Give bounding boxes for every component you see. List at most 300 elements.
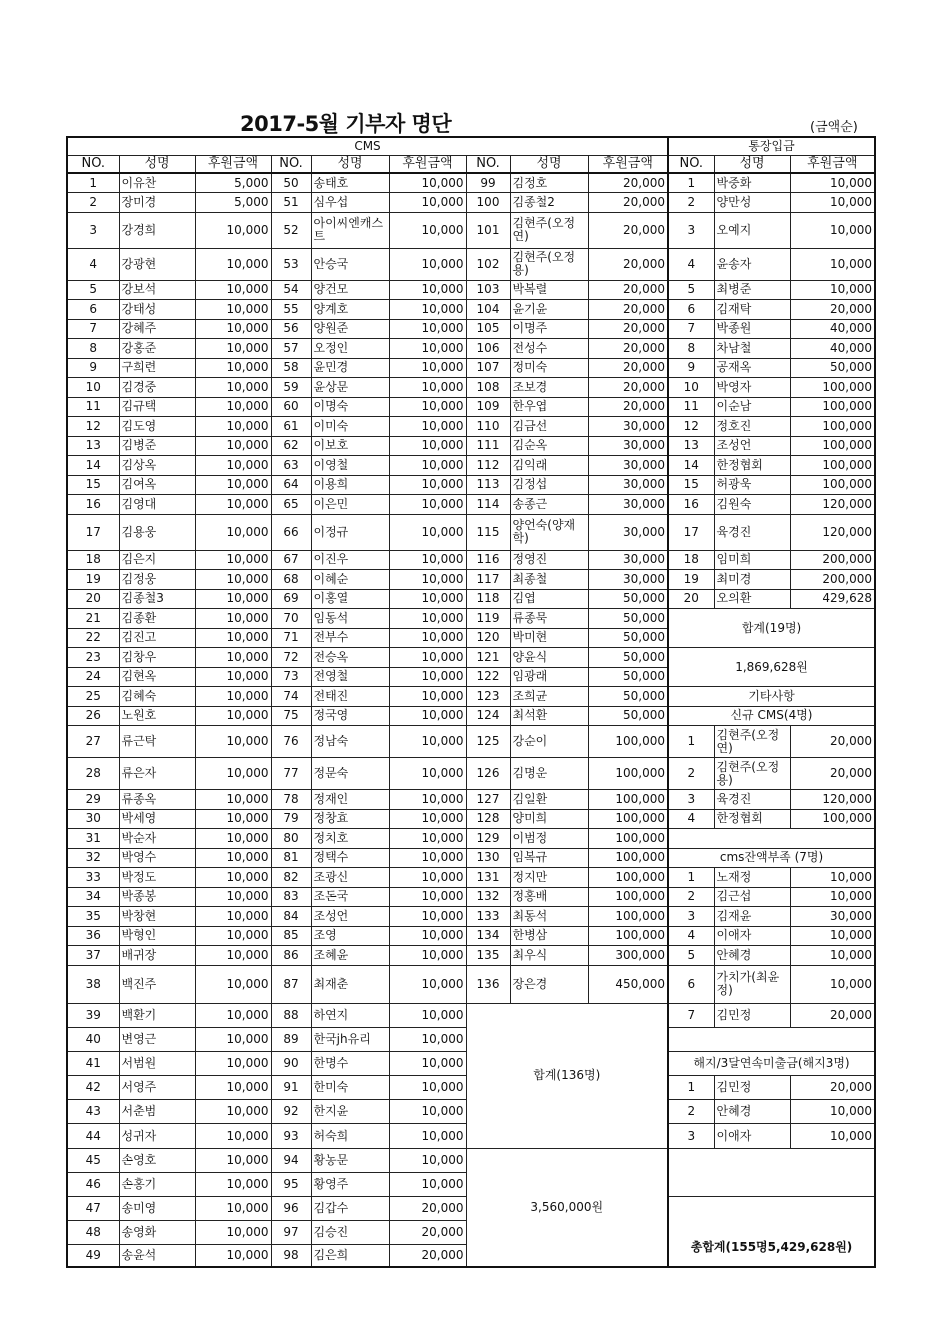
donor-no: 116	[466, 550, 510, 570]
donor-amount: 10,000	[389, 378, 466, 398]
donor-amount: 10,000	[195, 212, 271, 248]
donor-no: 134	[466, 926, 510, 946]
donor-amount: 30,000	[588, 417, 668, 437]
donor-amount: 30,000	[588, 495, 668, 515]
donor-no: 128	[466, 809, 510, 829]
donor-amount: 10,000	[389, 1172, 466, 1196]
donor-name: 김여옥	[119, 475, 195, 495]
table-row	[67, 609, 875, 629]
new-cms-amount: 100,000	[790, 809, 875, 829]
donor-no: 12	[67, 417, 119, 437]
table-row	[67, 809, 875, 829]
donor-name: 조희균	[510, 687, 588, 707]
donor-name: 김승진	[311, 1221, 389, 1245]
donor-no: 5	[67, 280, 119, 300]
donor-name: 송윤석	[119, 1245, 195, 1267]
donor-amount: 20,000	[588, 378, 668, 398]
donor-amount: 10,000	[389, 965, 466, 1003]
donor-amount: 10,000	[389, 589, 466, 609]
donor-name: 이은민	[311, 495, 389, 515]
donor-amount: 10,000	[195, 1197, 271, 1221]
bank-donor-name: 오예지	[714, 212, 790, 248]
cancel-amount: 10,000	[790, 1100, 875, 1124]
donor-name: 강보석	[119, 280, 195, 300]
donor-amount: 10,000	[195, 628, 271, 648]
donor-name: 한국jh유리	[311, 1027, 389, 1051]
donor-amount: 10,000	[389, 706, 466, 726]
donor-no: 56	[271, 319, 311, 339]
bank-donor-name: 정호진	[714, 417, 790, 437]
donor-amount: 10,000	[195, 417, 271, 437]
donor-amount: 50,000	[588, 687, 668, 707]
bank-donor-no: 13	[668, 436, 714, 456]
donor-no: 2	[67, 193, 119, 213]
donor-no: 66	[271, 514, 311, 550]
donor-no: 107	[466, 358, 510, 378]
donor-name: 조광신	[311, 868, 389, 888]
donor-amount: 10,000	[389, 495, 466, 515]
donor-no: 131	[466, 868, 510, 888]
col-header-name: 성명	[311, 155, 389, 173]
bank-donor-amount: 429,628	[790, 589, 875, 609]
donor-no: 64	[271, 475, 311, 495]
donor-name: 황농문	[311, 1148, 389, 1172]
bank-donor-name: 최미경	[714, 570, 790, 590]
shortage-name: 김근섭	[714, 887, 790, 907]
donor-no: 59	[271, 378, 311, 398]
donor-amount: 10,000	[195, 687, 271, 707]
donor-name: 강순이	[510, 726, 588, 758]
table-row	[67, 829, 875, 849]
donor-name: 윤상문	[311, 378, 389, 398]
shortage-amount: 10,000	[790, 946, 875, 966]
donor-amount: 10,000	[389, 1027, 466, 1051]
shortage-no: 6	[668, 965, 714, 1003]
donor-name: 한우엽	[510, 397, 588, 417]
donor-name: 장은경	[510, 965, 588, 1003]
donor-name: 최동석	[510, 907, 588, 927]
donor-name: 양윤식	[510, 648, 588, 668]
cancel-title: 해지/3달연속미출금(해지3명)	[668, 1051, 875, 1075]
donor-amount: 10,000	[195, 965, 271, 1003]
table-row	[67, 848, 875, 868]
donor-name: 이정규	[311, 514, 389, 550]
table-row	[67, 248, 875, 280]
donor-no: 38	[67, 965, 119, 1003]
donor-no: 54	[271, 280, 311, 300]
donor-no: 10	[67, 378, 119, 398]
donor-amount: 10,000	[389, 417, 466, 437]
shortage-amount: 10,000	[790, 965, 875, 1003]
cms-shortage-title: cms잔액부족 (7명)	[668, 848, 875, 868]
new-cms-name: 한정협회	[714, 809, 790, 829]
col-header-amount: 후원금액	[195, 155, 271, 173]
donor-amount: 10,000	[195, 758, 271, 790]
donor-amount: 10,000	[389, 456, 466, 476]
donor-name: 박형인	[119, 926, 195, 946]
donor-amount: 20,000	[588, 339, 668, 359]
donor-name: 임동석	[311, 609, 389, 629]
donor-name: 조영	[311, 926, 389, 946]
donor-name: 정창효	[311, 809, 389, 829]
donor-name: 박순자	[119, 829, 195, 849]
bank-donor-name: 양만성	[714, 193, 790, 213]
donor-name: 박종봉	[119, 887, 195, 907]
donor-name: 오정인	[311, 339, 389, 359]
donor-no: 110	[466, 417, 510, 437]
donor-amount: 10,000	[389, 868, 466, 888]
table-row	[67, 495, 875, 515]
donor-name: 윤민경	[311, 358, 389, 378]
donor-name: 전승옥	[311, 648, 389, 668]
donor-amount: 10,000	[195, 514, 271, 550]
donor-no: 69	[271, 589, 311, 609]
donor-name: 이범정	[510, 829, 588, 849]
table-row	[67, 456, 875, 476]
donor-amount: 10,000	[389, 358, 466, 378]
cms-total-label: 합계(136명)	[466, 1003, 668, 1148]
donor-no: 91	[271, 1076, 311, 1100]
donor-no: 84	[271, 907, 311, 927]
cancel-name: 이애자	[714, 1124, 790, 1148]
donor-amount: 10,000	[389, 514, 466, 550]
donor-amount: 30,000	[588, 550, 668, 570]
table-row	[67, 280, 875, 300]
shortage-no: 4	[668, 926, 714, 946]
donor-no: 29	[67, 790, 119, 810]
bank-donor-amount: 40,000	[790, 339, 875, 359]
donor-name: 김병준	[119, 436, 195, 456]
donor-name: 양미희	[510, 809, 588, 829]
donor-amount: 10,000	[389, 667, 466, 687]
donor-amount: 10,000	[389, 1076, 466, 1100]
donor-amount: 10,000	[195, 868, 271, 888]
donor-name: 김현주(오정연)	[510, 212, 588, 248]
donor-no: 65	[271, 495, 311, 515]
table-row	[67, 570, 875, 590]
table-row	[67, 589, 875, 609]
blank-cell	[668, 829, 875, 849]
shortage-name: 안혜경	[714, 946, 790, 966]
col-header-amount: 후원금액	[389, 155, 466, 173]
new-cms-title: 신규 CMS(4명)	[668, 706, 875, 726]
donor-name: 김엽	[510, 589, 588, 609]
cancel-amount: 20,000	[790, 1076, 875, 1100]
table-row	[67, 193, 875, 213]
bank-donor-amount: 10,000	[790, 212, 875, 248]
donor-name: 박정도	[119, 868, 195, 888]
donor-no: 31	[67, 829, 119, 849]
donor-no: 73	[271, 667, 311, 687]
donor-no: 34	[67, 887, 119, 907]
bank-donor-amount: 20,000	[790, 300, 875, 320]
donor-name: 양계호	[311, 300, 389, 320]
shortage-name: 김재윤	[714, 907, 790, 927]
donor-name: 하연지	[311, 1003, 389, 1027]
table-row	[67, 417, 875, 437]
donor-amount: 5,000	[195, 193, 271, 213]
donor-no: 11	[67, 397, 119, 417]
cancel-no: 2	[668, 1100, 714, 1124]
donor-name: 백환기	[119, 1003, 195, 1027]
donor-name: 김현주(오정용)	[510, 248, 588, 280]
donor-name: 성귀자	[119, 1124, 195, 1148]
cancel-name: 김민정	[714, 1076, 790, 1100]
donor-name: 이진우	[311, 550, 389, 570]
bank-donor-amount: 10,000	[790, 248, 875, 280]
donor-no: 47	[67, 1197, 119, 1221]
donor-no: 92	[271, 1100, 311, 1124]
donor-no: 22	[67, 628, 119, 648]
donor-name: 구희련	[119, 358, 195, 378]
donor-amount: 10,000	[195, 706, 271, 726]
donor-name: 정택수	[311, 848, 389, 868]
shortage-amount: 10,000	[790, 887, 875, 907]
bank-donor-name: 박종원	[714, 319, 790, 339]
donor-name: 김도영	[119, 417, 195, 437]
donor-amount: 10,000	[195, 339, 271, 359]
donor-amount: 100,000	[588, 790, 668, 810]
donor-amount: 10,000	[389, 790, 466, 810]
donor-name: 강태성	[119, 300, 195, 320]
donor-name: 김순옥	[510, 436, 588, 456]
donor-no: 78	[271, 790, 311, 810]
donor-name: 정미숙	[510, 358, 588, 378]
donor-name: 이용희	[311, 475, 389, 495]
table-row	[67, 173, 875, 193]
donor-amount: 10,000	[389, 1003, 466, 1027]
bank-donor-name: 최병준	[714, 280, 790, 300]
bank-donor-amount: 50,000	[790, 358, 875, 378]
donor-name: 박복렬	[510, 280, 588, 300]
donor-amount: 10,000	[389, 550, 466, 570]
donor-amount: 10,000	[195, 848, 271, 868]
donor-amount: 20,000	[588, 319, 668, 339]
table-row	[67, 514, 875, 550]
donor-no: 123	[466, 687, 510, 707]
bank-donor-no: 11	[668, 397, 714, 417]
donor-name: 강홍준	[119, 339, 195, 359]
donor-name: 정영진	[510, 550, 588, 570]
donor-no: 33	[67, 868, 119, 888]
donor-no: 32	[67, 848, 119, 868]
column-header-row	[67, 155, 875, 173]
donor-amount: 20,000	[588, 212, 668, 248]
bank-donor-name: 오의환	[714, 589, 790, 609]
bank-donor-name: 허광욱	[714, 475, 790, 495]
donor-no: 16	[67, 495, 119, 515]
table-row	[67, 687, 875, 707]
donor-amount: 10,000	[195, 907, 271, 927]
donor-amount: 20,000	[588, 397, 668, 417]
donor-amount: 20,000	[588, 248, 668, 280]
donor-no: 81	[271, 848, 311, 868]
donor-no: 62	[271, 436, 311, 456]
donor-no: 50	[271, 173, 311, 193]
donor-amount: 10,000	[195, 570, 271, 590]
table-row	[67, 726, 875, 758]
donor-amount: 10,000	[195, 887, 271, 907]
donor-amount: 10,000	[195, 1003, 271, 1027]
donor-no: 93	[271, 1124, 311, 1148]
donor-amount: 10,000	[195, 248, 271, 280]
bank-donor-name: 이순남	[714, 397, 790, 417]
shortage-name: 가치가(최윤정)	[714, 965, 790, 1003]
donor-no: 21	[67, 609, 119, 629]
col-header-amount: 후원금액	[790, 155, 875, 173]
shortage-no: 2	[668, 887, 714, 907]
donor-amount: 100,000	[588, 868, 668, 888]
donor-name: 김정호	[510, 173, 588, 193]
donor-name: 전부수	[311, 628, 389, 648]
donor-amount: 10,000	[389, 648, 466, 668]
shortage-amount: 10,000	[790, 926, 875, 946]
donor-name: 아이씨엔캐스트	[311, 212, 389, 248]
donor-no: 41	[67, 1051, 119, 1075]
blank-cell	[668, 1148, 875, 1196]
donor-amount: 10,000	[389, 926, 466, 946]
bank-donor-no: 18	[668, 550, 714, 570]
donor-amount: 20,000	[588, 300, 668, 320]
bank-donor-no: 3	[668, 212, 714, 248]
table-row	[67, 887, 875, 907]
donor-amount: 10,000	[195, 1148, 271, 1172]
bank-donor-no: 6	[668, 300, 714, 320]
bank-donor-amount: 10,000	[790, 280, 875, 300]
donor-amount: 100,000	[588, 726, 668, 758]
donor-amount: 30,000	[588, 514, 668, 550]
donor-name: 서춘범	[119, 1100, 195, 1124]
bank-donor-name: 김원숙	[714, 495, 790, 515]
donor-no: 63	[271, 456, 311, 476]
page-title: 2017-5월 기부자 명단	[240, 112, 452, 136]
donor-amount: 100,000	[588, 887, 668, 907]
col-header-no: NO.	[67, 155, 119, 173]
donor-name: 김혜숙	[119, 687, 195, 707]
donor-name: 송태호	[311, 173, 389, 193]
donor-no: 102	[466, 248, 510, 280]
new-cms-amount: 120,000	[790, 790, 875, 810]
donor-amount: 10,000	[195, 1100, 271, 1124]
donor-amount: 450,000	[588, 965, 668, 1003]
col-header-no: NO.	[668, 155, 714, 173]
bank-donor-amount: 100,000	[790, 456, 875, 476]
bank-donor-name: 윤송자	[714, 248, 790, 280]
donor-amount: 300,000	[588, 946, 668, 966]
donor-name: 이명주	[510, 319, 588, 339]
bank-donor-name: 임미희	[714, 550, 790, 570]
bank-donor-no: 5	[668, 280, 714, 300]
bank-donor-name: 박중화	[714, 173, 790, 193]
donor-no: 89	[271, 1027, 311, 1051]
bank-donor-amount: 100,000	[790, 436, 875, 456]
donor-amount: 10,000	[389, 726, 466, 758]
donor-name: 정홍배	[510, 887, 588, 907]
donor-amount: 10,000	[195, 589, 271, 609]
cms-section-header: CMS	[67, 137, 668, 155]
donor-name: 박영수	[119, 848, 195, 868]
donor-amount: 10,000	[195, 1172, 271, 1196]
donor-name: 류종옥	[119, 790, 195, 810]
donor-name: 김상옥	[119, 456, 195, 476]
donor-amount: 30,000	[588, 570, 668, 590]
new-cms-no: 3	[668, 790, 714, 810]
donor-name: 조성언	[311, 907, 389, 927]
donor-amount: 10,000	[195, 648, 271, 668]
donor-no: 115	[466, 514, 510, 550]
donor-name: 송영화	[119, 1221, 195, 1245]
donor-amount: 10,000	[389, 1100, 466, 1124]
donor-amount: 20,000	[389, 1197, 466, 1221]
cms-total-amount: 3,560,000원	[466, 1148, 668, 1267]
donor-name: 김익래	[510, 456, 588, 476]
donor-amount: 5,000	[195, 173, 271, 193]
donor-no: 26	[67, 706, 119, 726]
donor-no: 85	[271, 926, 311, 946]
donor-name: 한병삼	[510, 926, 588, 946]
donor-amount: 100,000	[588, 809, 668, 829]
table-row	[67, 965, 875, 1003]
table-row	[67, 648, 875, 668]
donor-amount: 10,000	[195, 946, 271, 966]
donor-no: 44	[67, 1124, 119, 1148]
donor-no: 70	[271, 609, 311, 629]
donor-no: 108	[466, 378, 510, 398]
donor-name: 류근탁	[119, 726, 195, 758]
donor-no: 118	[466, 589, 510, 609]
donor-amount: 100,000	[588, 926, 668, 946]
donor-name: 정재인	[311, 790, 389, 810]
donor-name: 김용웅	[119, 514, 195, 550]
donor-no: 135	[466, 946, 510, 966]
donor-no: 60	[271, 397, 311, 417]
cancel-name: 안혜경	[714, 1100, 790, 1124]
donor-name: 김경중	[119, 378, 195, 398]
shortage-name: 이애자	[714, 926, 790, 946]
donor-no: 51	[271, 193, 311, 213]
donor-amount: 10,000	[389, 475, 466, 495]
donor-name: 최재춘	[311, 965, 389, 1003]
donor-no: 61	[271, 417, 311, 437]
donor-no: 117	[466, 570, 510, 590]
donor-amount: 10,000	[195, 926, 271, 946]
donor-name: 김진고	[119, 628, 195, 648]
bank-donor-no: 15	[668, 475, 714, 495]
donor-name: 류종묵	[510, 609, 588, 629]
donor-no: 94	[271, 1148, 311, 1172]
donor-no: 74	[271, 687, 311, 707]
shortage-no: 5	[668, 946, 714, 966]
donor-no: 8	[67, 339, 119, 359]
bank-donor-amount: 40,000	[790, 319, 875, 339]
donor-no: 43	[67, 1100, 119, 1124]
donor-amount: 10,000	[389, 280, 466, 300]
donor-no: 18	[67, 550, 119, 570]
donor-no: 88	[271, 1003, 311, 1027]
new-cms-amount: 20,000	[790, 758, 875, 790]
donor-amount: 10,000	[195, 397, 271, 417]
donor-no: 130	[466, 848, 510, 868]
cancel-no: 3	[668, 1124, 714, 1148]
donor-name: 양건모	[311, 280, 389, 300]
donor-no: 23	[67, 648, 119, 668]
donor-amount: 10,000	[195, 609, 271, 629]
donor-name: 서영주	[119, 1076, 195, 1100]
donor-amount: 20,000	[389, 1221, 466, 1245]
bank-donor-amount: 10,000	[790, 193, 875, 213]
donor-no: 90	[271, 1051, 311, 1075]
donor-name: 한지윤	[311, 1100, 389, 1124]
